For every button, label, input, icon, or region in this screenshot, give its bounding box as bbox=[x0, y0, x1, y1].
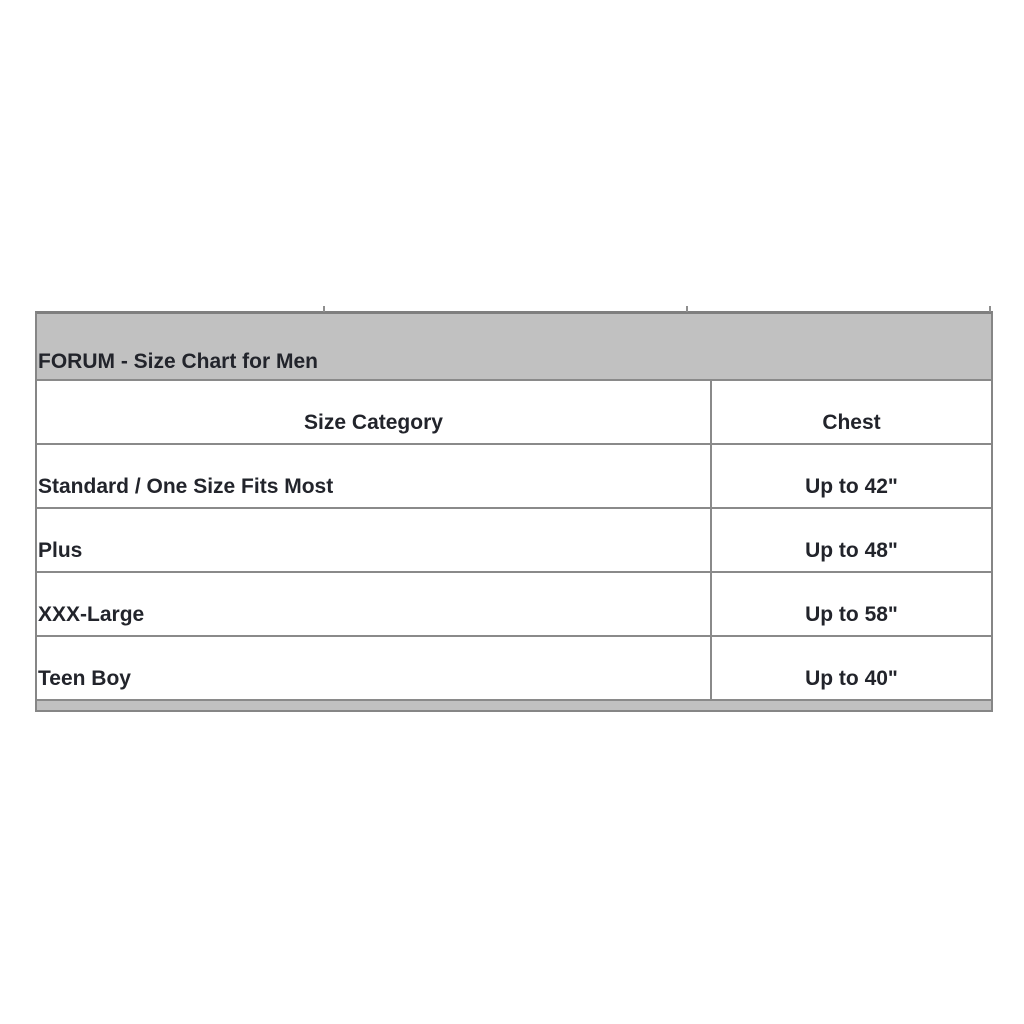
table-title-bar bbox=[37, 314, 991, 381]
chest-value: Up to 48" bbox=[805, 539, 898, 562]
size-category-value: Teen Boy bbox=[37, 637, 712, 699]
size-category-value: Plus bbox=[37, 509, 712, 571]
chest-value: Up to 42" bbox=[805, 475, 898, 498]
size-category-value: Standard / One Size Fits Most bbox=[37, 445, 712, 507]
size-category-value: XXX-Large bbox=[37, 573, 712, 635]
table-row bbox=[37, 573, 991, 637]
cropped-column-tick bbox=[686, 306, 688, 312]
table-row bbox=[37, 445, 991, 509]
column-header-size-category: Size Category bbox=[37, 381, 712, 443]
cropped-column-tick bbox=[989, 306, 991, 312]
chest-value: Up to 40" bbox=[805, 667, 898, 690]
chest-value: Up to 58" bbox=[805, 603, 898, 626]
table-row bbox=[37, 637, 991, 701]
cropped-column-tick bbox=[323, 306, 325, 312]
table-header-row bbox=[37, 381, 991, 445]
cropped-row-remnant bbox=[37, 701, 991, 710]
column-header-chest: Chest bbox=[822, 411, 881, 434]
table-title: FORUM - Size Chart for Men bbox=[38, 350, 319, 373]
table-row bbox=[37, 509, 991, 573]
size-chart-table bbox=[35, 311, 993, 712]
